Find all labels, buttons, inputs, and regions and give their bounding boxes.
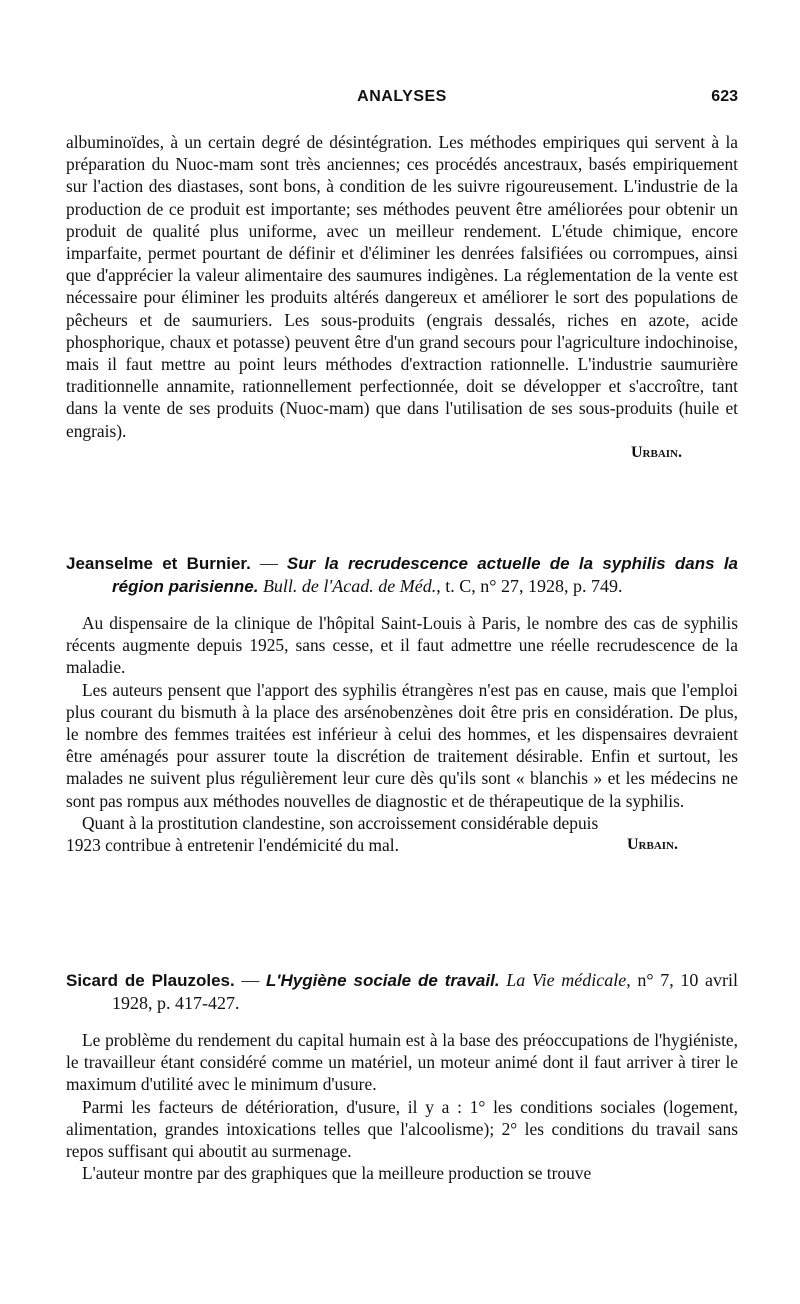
article-signature: Urbain. <box>626 836 678 854</box>
reference-dash: — <box>250 553 287 573</box>
body-paragraph: Parmi les facteurs de détérioration, d'usure, il y a : 1° les conditions sociales (logement, alimentation, grandes intoxications telles que l'alcoolisme); 2° les conditions du travail sans repos suffisant qui aboutit au surmenage. <box>66 1096 738 1162</box>
article-title: L'Hygiène sociale de travail. <box>266 971 500 990</box>
journal-name: Bull. de l'Acad. de Méd. <box>262 576 437 596</box>
article-reference <box>66 969 738 1015</box>
reference-details: , n° 7, 10 avril 1928, p. 417-427. <box>112 970 739 1013</box>
paragraph-last-line: 1923 contribue à entretenir l'endémicité du mal. <box>66 835 399 856</box>
intro-signature: Urbain. <box>630 443 682 461</box>
page-header <box>66 88 738 110</box>
body-paragraph-end <box>66 834 738 856</box>
body-paragraph: Au dispensaire de la clinique de l'hôpital Saint-Louis à Paris, le nombre des cas de syphilis récents augmente depuis 1925, sans cesse, et il faut admettre une réelle recrudescence de la maladie. <box>66 613 738 678</box>
body-paragraph: Le problème du rendement du capital humain est à la base des préoccupations de l'hygiéniste, le travailleur étant considéré comme un matériel, un moteur animé dont il faut arriver à tirer le maximum d'utilité avec le minimum d'usure. <box>66 1030 738 1095</box>
article-reference <box>66 552 738 598</box>
running-head: ANALYSES <box>357 88 447 105</box>
reference-details: , t. C, n° 27, 1928, p. 749. <box>436 576 623 596</box>
page-number: 623 <box>711 88 738 105</box>
article-jeanselme <box>66 552 738 856</box>
intro-section <box>66 131 738 464</box>
article-authors: Sicard de Plauzoles. <box>66 971 235 990</box>
body-paragraph: L'auteur montre par des graphiques que la meilleure production se trouve <box>82 1163 592 1184</box>
intro-paragraph: albuminoïdes, à un certain degré de désintégration. Les méthodes empiriques qui servent à la préparation du Nuoc-mam sont très anciennes; ces procédés ancestraux, basés empiriquement sur l'action des diastases, sont bons, à condition de les suivre rigoureusement. L'industrie de la production de ce produit est importante; ses méthodes peuvent être améliorées pour obtenir un produit de qualité plus uniforme, avec un meilleur rendement. L'étude chimique, encore imparfaite, permet pourtant de définir et d'éliminer les denrées falsifiées ou corrompues, ainsi que d'apprécier la valeur alimentaire des saumures indigènes. La réglementation de la vente est nécessaire pour éliminer les produits altérés dangereux et améliorer le sort des populations de pêcheurs et de saumuriers. Les sous-produits (engrais dessalés, riches en azote, acide phosphorique, chaux et potasse) peuvent être d'un grand secours pour l'agriculture indochinoise, mais il faut mettre au point leurs méthodes d'extraction rationnelle. L'industrie saumurière traditionnelle annamite, rationnellement perfectionnée, doit se développer et s'accroître, tant dans la vente de ses produits (Nuoc-mam) que dans l'utilisation de ses sous-produits (huile et engrais). <box>66 132 738 441</box>
body-paragraph: Quant à la prostitution clandestine, son accroissement considérable depuis <box>82 812 599 833</box>
article-title: Sur la recrudescence actuelle de la syphilis dans la région parisienne. <box>112 554 738 596</box>
body-paragraph: Les auteurs pensent que l'apport des syphilis étrangères n'est pas en cause, mais que l'emploi plus courant du bismuth à la place des arsénobenzènes doit être pris en considération. De plus, le nombre des femmes traitées est inférieur à celui des hommes, et les dispensaires devraient être aménagés pour assurer toute la discrétion de traitement désirable. Enfin et surtout, les malades ne suivent plus régulièrement leur cure dès qu'ils sont « blanchis » et les médecins ne sont pas rompus aux méthodes nouvelles de diagnostic et de thérapeutique de la syphilis. <box>66 679 738 811</box>
article-authors: Jeanselme et Burnier. <box>66 554 251 573</box>
journal-name: La Vie médicale <box>506 970 627 990</box>
article-sicard <box>66 969 738 1184</box>
reference-dash: — <box>234 970 267 990</box>
